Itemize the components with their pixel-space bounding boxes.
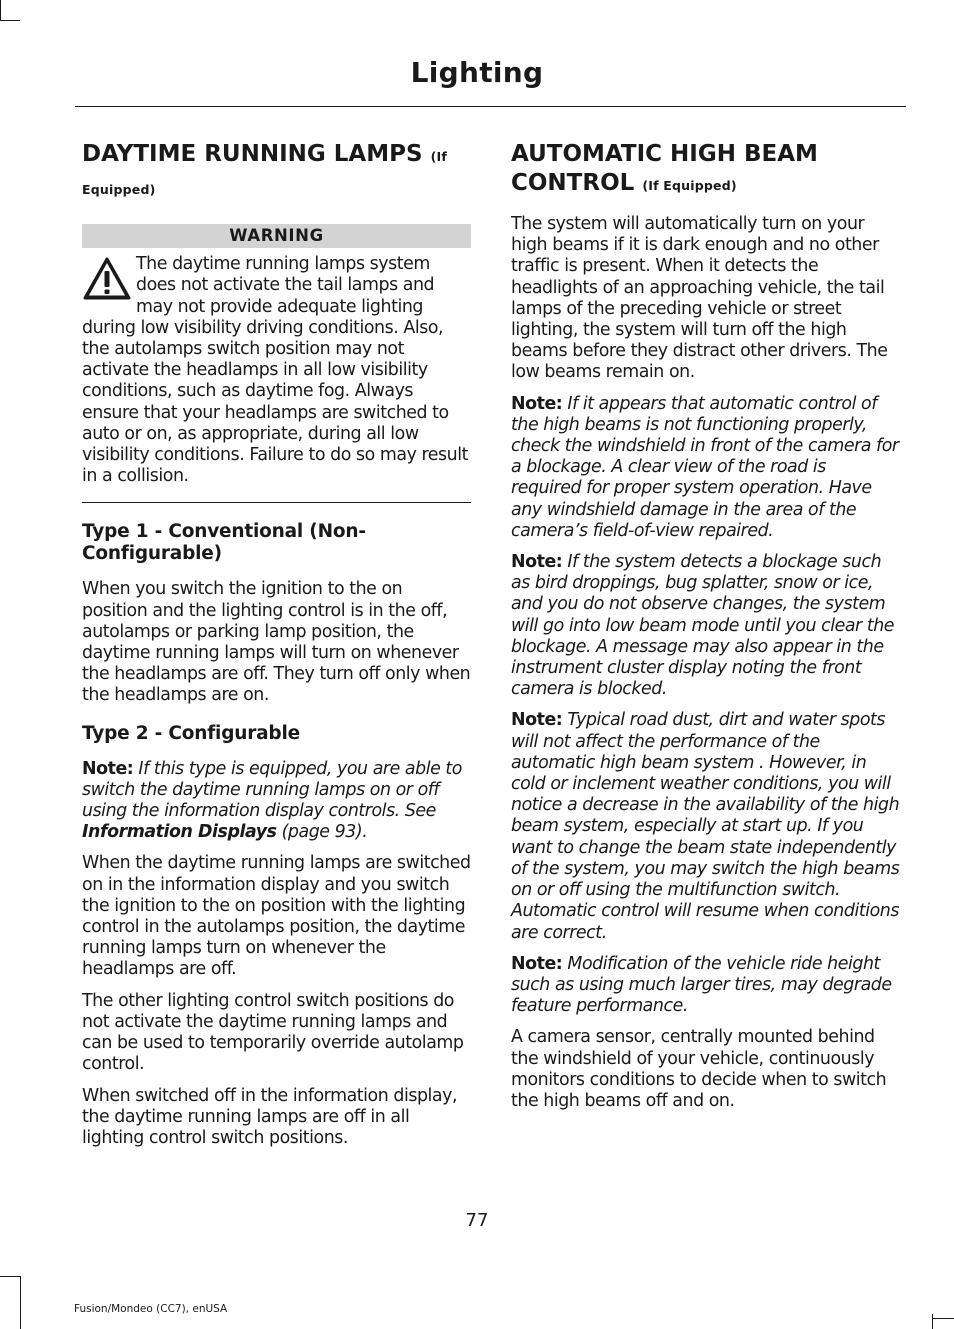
crop-mark: [933, 1318, 954, 1319]
warning-label: WARNING: [82, 224, 471, 248]
warning-divider: [82, 502, 471, 503]
cross-reference-link[interactable]: Information Displays: [82, 822, 277, 843]
paragraph-intro: The system will automatically turn on your high beams if it is dark enough and no other traffic is present. When it detects the headlights of an approaching vehicle, the tail lamps of the preceding vehicle or street lighting, the system will turn off the high beams before they distract other drivers. The low beams remain on.: [511, 214, 888, 383]
note-text: If the system detects a blockage such as bird droppings, bug splatter, snow or ice, and you do not observe changes, the system will go into low beam mode until you clear the blockage. A message may also appear in the instrument cluster display noting the front camera is blocked.: [511, 552, 895, 700]
paragraph-type2-3: When switched off in the information display, the daytime running lamps are off in all lighting control switch positions.: [82, 1085, 458, 1148]
heading-qualifier: (If: [430, 149, 447, 164]
note-type2: [82, 759, 471, 844]
document-id: Fusion/Mondeo (CC7), enUSA: [74, 1303, 228, 1315]
note-text: Modification of the vehicle ride height such as using much larger tires, may degrade feature performance.: [511, 953, 892, 1017]
warning-box: [82, 254, 471, 487]
note-3: [511, 710, 900, 943]
warning-triangle-icon: [82, 256, 132, 302]
crop-mark: [932, 1314, 933, 1329]
note-2: [511, 552, 900, 700]
note-4: [511, 954, 900, 1018]
paragraph-type2-2: The other lighting control switch positions do not activate the daytime running lamps and can be used to temporarily override autolamp control.: [82, 990, 464, 1075]
left-column: [82, 140, 471, 1159]
crop-mark: [20, 1276, 21, 1329]
page-title: Lighting: [410, 56, 544, 89]
header-divider: [75, 106, 906, 107]
note-1: [511, 394, 900, 542]
note-label: Note:: [82, 758, 134, 779]
right-column: [511, 140, 900, 1122]
heading-text: CONTROL: [511, 170, 635, 196]
note-page-ref: (page 93).: [281, 822, 368, 843]
heading-text: AUTOMATIC HIGH BEAM: [511, 141, 818, 167]
heading-qualifier-continued: Equipped): [82, 182, 156, 197]
paragraph-type1: When you switch the ignition to the on position and the lighting control is in the off, autolamps or parking lamp position, the daytime running lamps will turn on whenever the headlamps are off. They turn off only when the headlamps are on.: [82, 579, 471, 706]
crop-mark: [0, 0, 1, 20]
note-label: Note:: [511, 393, 563, 414]
paragraph-type2-1: When the daytime running lamps are switched on in the information display and you switch the ignition to the on position with the lighting control in the autolamps position, the daytime running lamps turn on whenever the headlamps are off.: [82, 853, 471, 980]
heading-text: DAYTIME RUNNING LAMPS: [82, 141, 423, 167]
warning-text: The daytime running lamps system does not activate the tail lamps and may not provide adequate lighting during low visibility driving conditions. Also, the autolamps switch position may not activate the headlamps in all low visibility conditions, such as daytime fog. Always ensure that your headlamps are switched to auto or on, as appropriate, during all low visibility conditions. Failure to do so may result in a collision.: [82, 254, 468, 487]
section-heading-daytime-running-lamps: [82, 140, 471, 171]
section-heading-automatic-high-beam: [511, 140, 900, 200]
heading-qualifier: (If Equipped): [642, 178, 737, 193]
crop-mark: [0, 1276, 20, 1277]
note-text: If it appears that automatic control of the high beams is not functioning properly, check the windshield in front of the camera for a blockage. A clear view of the road is required for proper system operation. Have any windshield damage in the area of the camera’s field-of-view repaired.: [511, 393, 899, 541]
note-text: Typical road dust, dirt and water spots will not affect the performance of the automatic high beam system . However, in cold or inclement weather conditions, you will notice a decrease in the availability of the high beam system, especially at start up. If you want to change the beam state independently of the system, you may switch the high beams on or off using the multifunction switch. Automatic control will resume when conditions are correct.: [511, 710, 900, 943]
note-label: Note:: [511, 953, 563, 974]
note-label: Note:: [511, 552, 563, 573]
crop-mark: [0, 20, 20, 21]
subheading-type1: Type 1 - Conventional (Non-Configurable): [82, 521, 366, 565]
page-number: 77: [465, 1210, 489, 1231]
paragraph-closing: A camera sensor, centrally mounted behind the windshield of your vehicle, continuously monitors conditions to decide when to switch the high beams off and on.: [511, 1027, 887, 1111]
subheading-type2: Type 2 - Configurable: [82, 722, 300, 744]
note-label: Note:: [511, 710, 563, 731]
note-text: If this type is equipped, you are able to switch the daytime running lamps on or off using the information display controls. See: [82, 758, 462, 822]
